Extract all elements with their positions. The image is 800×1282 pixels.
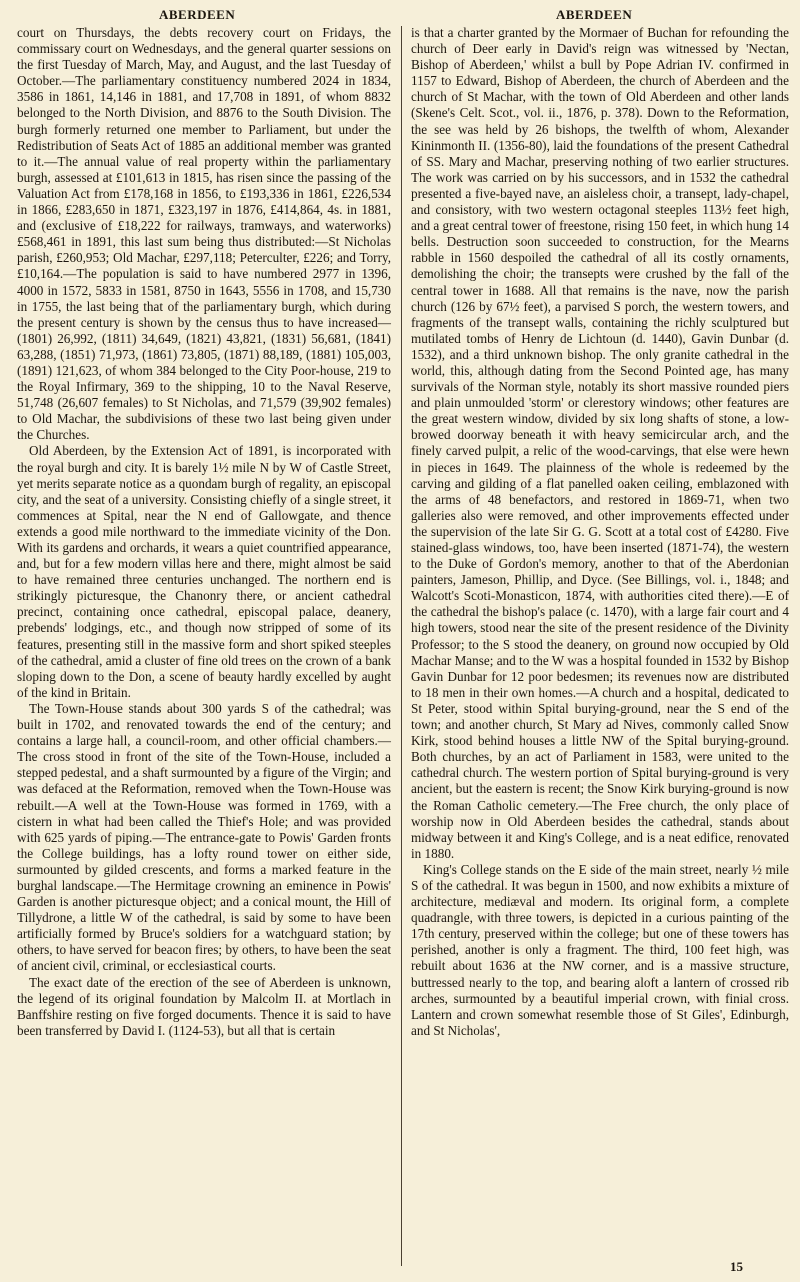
- running-head-right: ABERDEEN: [556, 7, 633, 22]
- paragraph: The Town-House stands about 300 yards S of the cathedral; was built in 1702, and renovated towards the end of the century; and contains a large hall, a council-room, and other official chambers.—The cross stood in front of the site of the Town-House, included a stepped pedestal, and a shaft surmounted by a figure of the Virgin; and was defaced at the Reformation, removed when the Town-House was rebuilt.—A well at the Town-House was formed in 1769, with a cistern in what had been called the Thief's Hole; and was provided with 625 yards of piping.—The entrance-gate to Powis' Garden fronts the College buildings, has a lofty round tower on either side, surmounted by gilded crescents, and forms a marked feature in the burghal landscape.—The Hermitage crowning an eminence in Powis' Garden is another picturesque object; and a conical mount, the Hill of Tillydrone, a little W of the cathedral, is said by some to have been artificially formed by Bruce's soldiers for a watchguard station; by others, to have served for beacon fires; by others, to have been the seat of ancient civil, criminal, or ecclesiastical courts.: [17, 700, 391, 974]
- paragraph: court on Thursdays, the debts recovery court on Fridays, the commissary court on Wednesdays, and the general quarter sessions on the first Tuesday of March, May, and August, and the last Tuesday of October.—The parliamentary constituency numbered 2024 in 1834, 3586 in 1861, 14,146 in 1881, and 17,708 in 1891, of whom 8832 belonged to the North Division, and 8876 to the South Division. The burgh formerly returned one member to Parliament, but under the Redistribution of Seats Act of 1885 an additional member was granted to it.—The annual value of real property within the parliamentary burgh, assessed at £101,613 in 1815, has risen since the passing of the Valuation Act from £178,168 in 1856, to £193,336 in 1861, £226,534 in 1866, £283,650 in 1871, £323,197 in 1876, £414,864, 4s. in 1881, and (exclusive of £18,222 for railways, tramways, and waterworks) £568,461 in 1891, this last sum being thus distributed:—St Nicholas parish, £260,953; Old Machar, £297,118; Peterculter, £226; and Torry, £10,164.—The population is said to have numbered 2977 in 1396, 4000 in 1572, 5833 in 1581, 8750 in 1643, 5556 in 1708, and 15,730 in 1755, the last being that of the parliamentary burgh, which during the present century is shown by the census thus to have increased—(1801) 26,992, (1811) 34,649, (1821) 43,821, (1831) 56,681, (1841) 63,288, (1851) 71,973, (1861) 73,805, (1871) 88,189, (1881) 105,003, (1891) 121,623, of whom 384 belonged to the City Poor-house, 219 to the Royal Infirmary, 369 to the shipping, 10 to the Naval Reserve, 51,748 (26,607 females) to St Nicholas, and 71,579 (39,902 females) to Old Machar, the subdivisions of these two last being given under the Churches.: [17, 25, 391, 443]
- paragraph: Old Aberdeen, by the Extension Act of 1891, is incorporated with the royal burgh and city. It is barely 1½ mile N by W of Castle Street, yet merits separate notice as a quondam burgh of regality, an episcopal city, and the seat of a university. Consisting chiefly of a single street, it commences at Spital, near the N end of Gallowgate, and thence extends a good mile northward to the immediate vicinity of the Don. With its gardens and orchards, it wears a quiet countrified appearance, and, but for a few modern villas here and there, might almost be said to have remained three centuries unchanged. The northern end is strikingly picturesque, the Chanonry there, or ancient cathedral precinct, containing once cathedral, episcopal palace, deanery, prebends' lodgings, etc., and though now stripped of some of its features, presenting still in the massive form and short spiked steeples of the cathedral, amid a cluster of fine old trees on the crown of a bank sloping down to the Don, a scene of beauty hardly excelled by aught of the kind in Britain.: [17, 443, 391, 700]
- right-column: [411, 25, 789, 1039]
- column-divider: [401, 26, 402, 1266]
- paragraph: The exact date of the erection of the see of Aberdeen is unknown, the legend of its original foundation by Malcolm II. at Mortlach in Banffshire resting on five forged documents. Thence it is said to have been transferred by David I. (1124-53), but all that is certain: [17, 974, 391, 1038]
- running-head-left: ABERDEEN: [159, 7, 236, 22]
- left-column: [17, 25, 391, 1039]
- paragraph: King's College stands on the E side of the main street, nearly ½ mile S of the cathedral. It was begun in 1500, and now exhibits a mixture of architecture, mediæval and modern. Its original form, a complete quadrangle, with three towers, is depicted in a curious painting of the 17th century, preserved within the college; but one of these towers has perished, another is only a fragment. The third, 100 feet high, was rebuilt about 1636 at the NW corner, and is a massive structure, buttressed nearly to the top, and bearing aloft a lantern of crossed rib arches, surmounted by a beautiful imperial crown, with finial cross. Lantern and crown somewhat resemble those of St Giles', Edinburgh, and St Nicholas',: [411, 861, 789, 1038]
- page-number: 15: [730, 1259, 743, 1274]
- paragraph: is that a charter granted by the Mormaer of Buchan for refounding the church of Deer early in David's reign was witnessed by 'Nectan, Bishop of Aberdeen,' whilst a bull by Pope Adrian IV. confirmed in 1157 to Edward, Bishop of Aberdeen, the church of Aberdeen and the church of St Machar, with the town of Old Aberdeen and other lands (Skene's Celt. Scot., vol. ii., 1876, p. 378). Down to the Reformation, the see was held by 26 bishops, the twelfth of whom, Alexander Kininmonth II. (1356-80), laid the foundations of the present Cathedral of SS. Mary and Machar, preserving nothing of two earlier structures. The work was carried on by his successors, and in 1532 the cathedral presented a five-bayed nave, an aisleless choir, a transept, lady-chapel, and consistory, with two western octagonal steeples 113½ feet high, and a great central tower of freestone, rising 150 feet, in which hung 14 bells. Destruction soon succeeded to construction, for the Mearns rabble in 1560 despoiled the cathedral of all its costly ornaments, demolishing the choir; the transepts were crushed by the fall of the central tower in 1688. All that remains is the nave, now the parish church (126 by 67½ feet), a parvised S porch, the western towers, and fragments of the transept walls, containing the richly sculptured but mutilated tombs of Henry de Lichtoun (d. 1440), Gavin Dunbar (d. 1532), and a third unknown bishop. The only granite cathedral in the world, this, although dating from the Second Pointed age, has many survivals of the Norman style, notably its short massive rounded piers and plain unmoulded 'storm' or clerestory windows; other features are the great western window, divided by six long shafts of stone, a low-browed doorway beneath it with heavy semicircular arch, and the finely carved pulpit, a relic of the wood-carvings, that else were hewn in pieces in 1649. The plainness of the whole is redeemed by the carving and gilding of a flat panelled oaken ceiling, emblazoned with the arms of 48 benefactors, and restored in 1869-71, when two galleries also were removed, and other improvements effected under the supervision of the late Sir G. G. Scott at a total cost of £4280. Five stained-glass windows, too, have been inserted (1871-74), the western to the Duke of Gordon's memory, another to that of the Aberdonian painters, Jameson, Phillip, and Dyce. (See Billings, vol. i., 1848; and Walcott's Scoti-Monasticon, 1874, with authorities cited there).—E of the cathedral the bishop's palace (c. 1470), with a large fair court and 4 high towers, stood near the site of the present residence of the Divinity Professor; to the S stood the deanery, on ground now occupied by Old Machar Manse; and to the W was a hospital founded in 1532 by Bishop Gavin Dunbar for 12 poor bedesmen; its revenues now are distributed to 18 men in their own homes.—A church and a hospital, dedicated to St Peter, stood within Spital burying-ground, near the S end of the town; and another church, St Mary ad Nives, commonly called Snow Kirk, stood behind houses a little NW of the Spital burying-ground. Both churches, by an act of Parliament in 1583, were united to the cathedral church. The western portion of Spital burying-ground is very ancient, but the eastern is recent; the Snow Kirk burying-ground is now the Roman Catholic cemetery.—The Free church, the only place of worship now in Old Aberdeen besides the cathedral, stands about midway between it and King's College, and is a neat edifice, renovated in 1880.: [411, 25, 789, 861]
